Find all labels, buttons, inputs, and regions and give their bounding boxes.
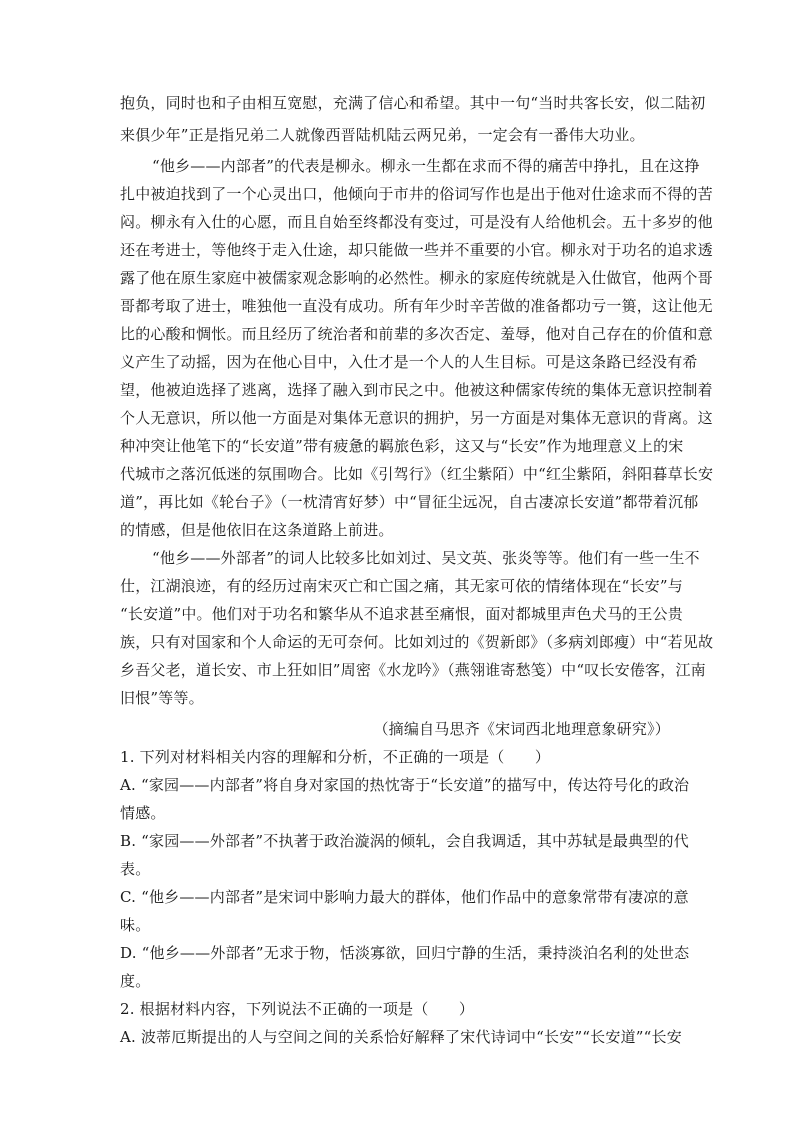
- paragraph-2-line: 露了他在原生家庭中被儒家观念影响的必然性。柳永的家庭传统就是入仕做官，他两个哥: [120, 269, 713, 287]
- question-1-option-d: D. “他乡——外部者”无求于物，恬淡寡欲，回归宁静的生活，秉持淡泊名利的处世态: [120, 944, 690, 962]
- paragraph-3-line: 族，只有对国家和个人命运的无可奈何。比如刘过的《贺新郎》（多病刘郎瘦）中“若见故: [120, 633, 714, 651]
- paragraph-3-line: 旧恨”等等。: [120, 689, 204, 707]
- paragraph-2-line: 的情感，但是他依旧在这条道路上前进。: [120, 521, 394, 539]
- paragraph-3-line: “长安道”中。他们对于功名和繁华从不追求甚至痛恨，面对都城里声色犬马的王公贵: [120, 605, 683, 623]
- question-1-option-a: A. “家园——内部者”将自身对家国的热忱寄于“长安道”的描写中，传达符号化的政治: [120, 776, 690, 794]
- paragraph-2-line: 闷。柳永有入仕的心愿，而且自始至终都没有变过，可是没有人给他机会。五十多岁的他: [120, 213, 713, 231]
- paragraph-2-line: 种冲突让他笔下的“长安道”带有疲惫的羁旅色彩，这又与“长安”作为地理意义上的宋: [120, 437, 684, 455]
- paragraph-2-line: 望，他被迫选择了逃离，选择了融入到市民之中。他被这种儒家传统的集体无意识控制着: [120, 381, 713, 399]
- paragraph-2-line: 哥都考取了进士，唯独他一直没有成功。所有年少时辛苦做的准备都功亏一篑，这让他无: [120, 297, 713, 315]
- question-1-option-c: 味。: [120, 916, 151, 934]
- paragraph-2-line: 义产生了动摇，因为在他心目中，入仕才是一个人的人生目标。可是这条路已经没有希: [120, 353, 698, 371]
- paragraph-3-line: 仕，江湖浪迹，有的经历过南宋灭亡和亡国之痛，其无家可依的情绪体现在“长安”与: [120, 577, 683, 595]
- question-1-option-a: 情感。: [120, 804, 166, 822]
- paragraph-1-line: 来俱少年”正是指兄弟二人就像西晋陆机陆云两兄弟，一定会有一番伟大功业。: [120, 126, 645, 144]
- paragraph-2-line: 个人无意识，所以他一方面是对集体无意识的拥护，另一方面是对集体无意识的背离。这: [120, 409, 713, 427]
- source-citation: （摘编自马思齐《宋词西北地理意象研究》）: [373, 720, 670, 738]
- question-1-stem: 1. 下列对材料相关内容的理解和分析，不正确的一项是（ ）: [120, 748, 551, 766]
- question-2-stem: 2. 根据材料内容，下列说法不正确的一项是（ ）: [120, 1000, 475, 1018]
- question-1-option-b: 表。: [120, 860, 151, 878]
- paragraph-2-line: 扎中被迫找到了一个心灵出口，他倾向于市井的俗词写作也是出于他对仕途求而不得的苦: [120, 185, 713, 203]
- question-1-option-c: C. “他乡——内部者”是宋词中影响力最大的群体，他们作品中的意象常带有凄凉的意: [120, 888, 689, 906]
- paragraph-3-line: 乡吾父老，道长安、市上狂如旧”周密《水龙吟》（燕翎谁寄愁笺）中“叹长安倦客，江南: [120, 661, 706, 679]
- paragraph-1-line: 抱负，同时也和子由相互宽慰，充满了信心和希望。其中一句“当时共客长安，似二陆初: [120, 94, 706, 112]
- question-2-option-a: A. 波蒂厄斯提出的人与空间之间的关系恰好解释了宋代诗词中“长安”“长安道”“长安: [120, 1028, 682, 1046]
- paragraph-2-line: “他乡——内部者”的代表是柳永。柳永一生都在求而不得的痛苦中挣扎，且在这挣: [152, 157, 700, 175]
- paragraph-3-line: “他乡——外部者”的词人比较多比如刘过、吴文英、张炎等等。他们有一些一生不: [152, 549, 700, 567]
- paragraph-2-line: 还在考进士，等他终于走入仕途，却只能做一些并不重要的小官。柳永对于功名的追求透: [120, 241, 713, 259]
- question-1-option-b: B. “家园——外部者”不执著于政治漩涡的倾轧，会自我调适，其中苏轼是最典型的代: [120, 832, 689, 850]
- paragraph-2-line: 代城市之落沉低迷的氛围吻合。比如《引驾行》（红尘紫陌）中“红尘紫陌，斜阳暮草长安: [120, 465, 714, 483]
- paragraph-2-line: 道”，再比如《轮台子》（一枕清宵好梦）中“冒征尘远况，自古凄凉长安道”都带着沉郁: [120, 493, 699, 511]
- question-1-option-d: 度。: [120, 972, 151, 990]
- paragraph-2-line: 比的心酸和惆怅。而且经历了统治者和前辈的多次否定、羞辱，他对自己存在的价值和意: [120, 325, 713, 343]
